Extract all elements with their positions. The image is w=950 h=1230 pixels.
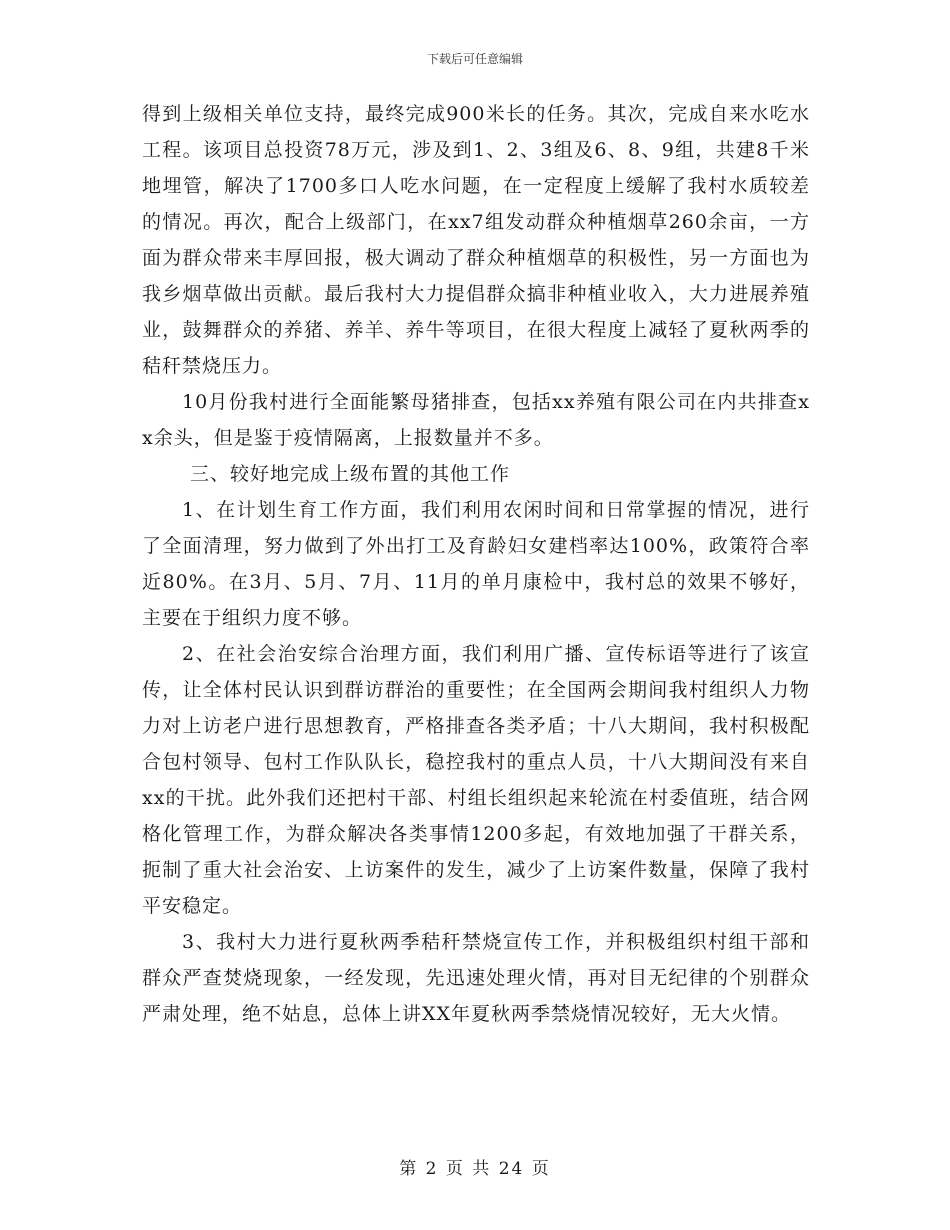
paragraph-family-planning: 1、在计划生育工作方面，我们利用农闲时间和日常掌握的情况，进行了全面清理，努力做到了外出打工及育龄妇女建档率达100%，政策符合率近80%。在3月、5月、7月、11月的单月康检中，我村总的效果不够好，主要在于组织力度不够。 <box>142 499 810 629</box>
page-number-footer <box>0 1154 950 1179</box>
paragraph-sow-survey: 10月份我村进行全面能繁母猪排查，包括xx养殖有限公司在内共排查xx余头，但是鉴于疫情隔离，上报数量并不多。 <box>142 391 810 449</box>
paragraph-continuation: 得到上级相关单位支持，最终完成900米长的任务。其次，完成自来水吃水工程。该项目总投资78万元，涉及到1、2、3组及6、8、9组，共建8千米地埋管，解决了1700多口人吃水问题，在一定程度上缓解了我村水质较差的情况。再次，配合上级部门，在xx7组发动群众种植烟草260余亩，一方面为群众带来丰厚回报，极大调动了群众种植烟草的积极性，另一方面也为我乡烟草做出贡献。最后我村大力提倡群众搞非种植业收入，大力进展养殖业，鼓舞群众的养猪、养羊、养牛等项目，在很大程度上减轻了夏秋两季的秸秆禁烧压力。 <box>142 103 810 377</box>
document-body <box>142 96 810 1032</box>
section-heading-other-work: 三、较好地完成上级布置的其他工作 <box>190 463 511 485</box>
paragraph-public-security: 2、在社会治安综合治理方面，我们利用广播、宣传标语等进行了该宣传，让全体村民认识到群访群治的重要性；在全国两会期间我村组织人力物力对上访老户进行思想教育，严格排查各类矛盾；十八大期间，我村积极配合包村领导、包村工作队队长，稳控我村的重点人员，十八大期间没有来自xx的干扰。此外我们还把村干部、村组长组织起来轮流在村委值班，结合网格化管理工作，为群众解决各类事情1200多起，有效地加强了干群关系，扼制了重大社会治安、上访案件的发生，减少了上访案件数量，保障了我村平安稳定。 <box>142 643 810 917</box>
page-number-label: 第 2 页 共 24 页 <box>399 1159 551 1179</box>
paragraph-straw-burning: 3、我村大力进行夏秋两季秸秆禁烧宣传工作，并积极组织村组干部和群众严查焚烧现象，一经发现，先迅速处理火情，再对目无纪律的个别群众严肃处理，绝不姑息，总体上讲XX年夏秋两季禁烧情况较好，无大火情。 <box>142 931 810 1025</box>
page-header-note: 下载后可任意编辑 <box>426 52 523 66</box>
